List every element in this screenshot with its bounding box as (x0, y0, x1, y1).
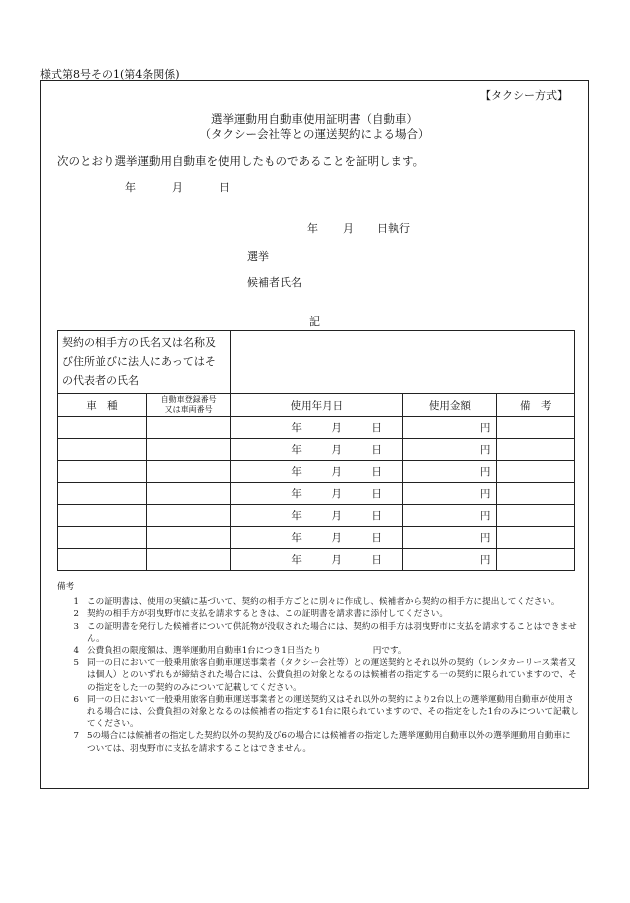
note-item (57, 694, 579, 731)
document-title: 選挙運動用自動車使用証明書（自動車） (211, 112, 418, 126)
usage-day: 日 (371, 422, 382, 434)
note-item (57, 657, 579, 694)
contract-party-value[interactable] (231, 331, 575, 394)
certificate-frame (40, 80, 589, 789)
remarks-cell[interactable] (497, 549, 575, 571)
vehicle-type-cell[interactable] (58, 527, 147, 549)
table-row (58, 549, 575, 571)
table-header-row (58, 394, 575, 417)
usage-year: 年 (291, 532, 302, 544)
issue-month-label: 月 (172, 181, 183, 194)
table-row (58, 439, 575, 461)
vehicle-type-cell[interactable] (58, 549, 147, 571)
usage-month: 月 (331, 422, 342, 434)
table-row (58, 417, 575, 439)
style-tag: 【タクシー方式】 (480, 89, 568, 102)
registration-number-cell[interactable] (146, 527, 230, 549)
usage-table (57, 330, 575, 571)
note-item (57, 596, 579, 608)
amount-cell[interactable] (403, 439, 497, 461)
amount-cell[interactable] (403, 483, 497, 505)
usage-year: 年 (291, 422, 302, 434)
usage-month: 月 (331, 466, 342, 478)
note-number: 2 (73, 609, 79, 620)
vehicle-type-cell[interactable] (58, 417, 147, 439)
usage-date-cell[interactable] (231, 549, 403, 571)
election-day-label: 日執行 (377, 222, 410, 235)
note-text: 契約の相手方が羽曳野市に支払を請求するときは、この証明書を請求書に添付してください。 (87, 609, 448, 620)
form-number-label: 様式第8号その1(第4条関係) (40, 68, 180, 81)
vehicle-type-cell[interactable] (58, 505, 147, 527)
yen-unit: 円 (479, 444, 491, 456)
table-row (58, 483, 575, 505)
usage-date-cell[interactable] (231, 417, 403, 439)
note-item (57, 645, 579, 657)
header-vehicle-type: 車 種 (58, 394, 147, 417)
certification-statement: 次のとおり選挙運動用自動車を使用したものであることを証明します。 (57, 154, 425, 168)
usage-year: 年 (291, 466, 302, 478)
yen-unit: 円 (479, 466, 491, 478)
usage-date-cell[interactable] (231, 439, 403, 461)
yen-unit: 円 (479, 510, 491, 522)
election-name-label: 選挙 (247, 250, 269, 263)
usage-month: 月 (331, 510, 342, 522)
usage-date-cell[interactable] (231, 527, 403, 549)
remarks-cell[interactable] (497, 417, 575, 439)
table-row (58, 527, 575, 549)
yen-unit: 円 (479, 488, 491, 500)
note-number: 3 (73, 621, 79, 632)
notes-heading: 備考 (57, 582, 75, 592)
usage-day: 日 (371, 444, 382, 456)
issue-day-label: 日 (219, 181, 230, 194)
registration-number-cell[interactable] (146, 505, 230, 527)
usage-date-cell[interactable] (231, 461, 403, 483)
note-number: 4 (73, 646, 79, 657)
usage-month: 月 (331, 554, 342, 566)
header-registration-number (146, 394, 230, 417)
note-item (57, 730, 579, 754)
usage-day: 日 (371, 510, 382, 522)
header-usage-date: 使用年月日 (231, 394, 403, 417)
yen-unit: 円 (479, 554, 491, 566)
note-number: 7 (73, 731, 79, 742)
amount-cell[interactable] (403, 417, 497, 439)
contract-party-label: 契約の相手方の氏名又は名称及び住所並びに法人にあってはその代表者の氏名 (58, 331, 231, 394)
registration-number-cell[interactable] (146, 549, 230, 571)
usage-year: 年 (291, 510, 302, 522)
contract-party-row (58, 331, 575, 394)
note-number: 1 (73, 597, 79, 608)
notes-section (57, 581, 579, 755)
election-month-label: 月 (343, 222, 354, 235)
note-text: 5の場合には候補者の指定した契約以外の契約及び6の場合には候補者の指定した選挙運動用自動車以外の選挙運動用自動車については、羽曳野市に支払を請求することはできません。 (87, 731, 571, 754)
yen-unit: 円 (479, 532, 491, 544)
election-year-label: 年 (307, 222, 318, 235)
note-text: この証明書は、使用の実績に基づいて、契約の相手方ごとに別々に作成し、候補者から契約の相手方に提出してください。 (87, 597, 560, 608)
vehicle-type-cell[interactable] (58, 439, 147, 461)
registration-number-cell[interactable] (146, 439, 230, 461)
issue-year-label: 年 (125, 181, 136, 194)
usage-month: 月 (331, 532, 342, 544)
registration-number-cell[interactable] (146, 483, 230, 505)
amount-cell[interactable] (403, 549, 497, 571)
usage-year: 年 (291, 554, 302, 566)
vehicle-type-cell[interactable] (58, 483, 147, 505)
note-text: 同一の日において一般乗用旅客自動車運送事業者（タクシー会社等）との運送契約とそれ以外の契約（レンタカーリース業者又は個人）とのいずれもが締結された場合には、公費負担の対象となるのは候補者の指定する一の契約に限られていますので、その指定をした一の契約のみについて記載してください。 (87, 658, 577, 693)
ki-heading: 記 (309, 315, 320, 328)
note-text: 同一の日において一般乗用旅客自動車運送事業者との運送契約又はそれ以外の契約により2台以上の選挙運動用自動車が使用される場合には、公費負担の対象となるのは候補者の指定する1台に限られていますので、その指定をした1台のみについて記載してください。 (87, 694, 579, 730)
document-subtitle: （タクシー会社等との運送契約による場合） (199, 127, 430, 141)
remarks-cell[interactable] (497, 505, 575, 527)
amount-cell[interactable] (403, 461, 497, 483)
candidate-name-label: 候補者氏名 (247, 276, 302, 289)
remarks-cell[interactable] (497, 439, 575, 461)
amount-cell[interactable] (403, 505, 497, 527)
usage-year: 年 (291, 488, 302, 500)
usage-date-cell[interactable] (231, 483, 403, 505)
usage-month: 月 (331, 444, 342, 456)
note-number: 5 (73, 658, 79, 669)
header-amount: 使用金額 (403, 394, 497, 417)
registration-number-cell[interactable] (146, 417, 230, 439)
note-text: この証明書を発行した候補者について供託物が没収された場合には、契約の相手方は羽曳野市に支払を請求することはできません。 (87, 621, 577, 644)
usage-date-cell[interactable] (231, 505, 403, 527)
note-item (57, 608, 579, 620)
header-remarks: 備 考 (497, 394, 575, 417)
remarks-cell[interactable] (497, 461, 575, 483)
usage-day: 日 (371, 466, 382, 478)
usage-month: 月 (331, 488, 342, 500)
note-number: 6 (73, 694, 79, 705)
remarks-cell[interactable] (497, 527, 575, 549)
vehicle-type-cell[interactable] (58, 461, 147, 483)
remarks-cell[interactable] (497, 483, 575, 505)
note-text: 公費負担の限度額は、選挙運動用自動車1台につき1日当たり 円です。 (87, 646, 407, 657)
usage-year: 年 (291, 444, 302, 456)
table-row (58, 505, 575, 527)
note-item (57, 621, 579, 645)
table-row (58, 461, 575, 483)
header-registration-line1: 自動車登録番号 (160, 395, 217, 404)
usage-day: 日 (371, 488, 382, 500)
usage-day: 日 (371, 532, 382, 544)
header-registration-line2: 又は車両番号 (164, 405, 213, 414)
amount-cell[interactable] (403, 527, 497, 549)
usage-day: 日 (371, 554, 382, 566)
registration-number-cell[interactable] (146, 461, 230, 483)
yen-unit: 円 (479, 422, 491, 434)
